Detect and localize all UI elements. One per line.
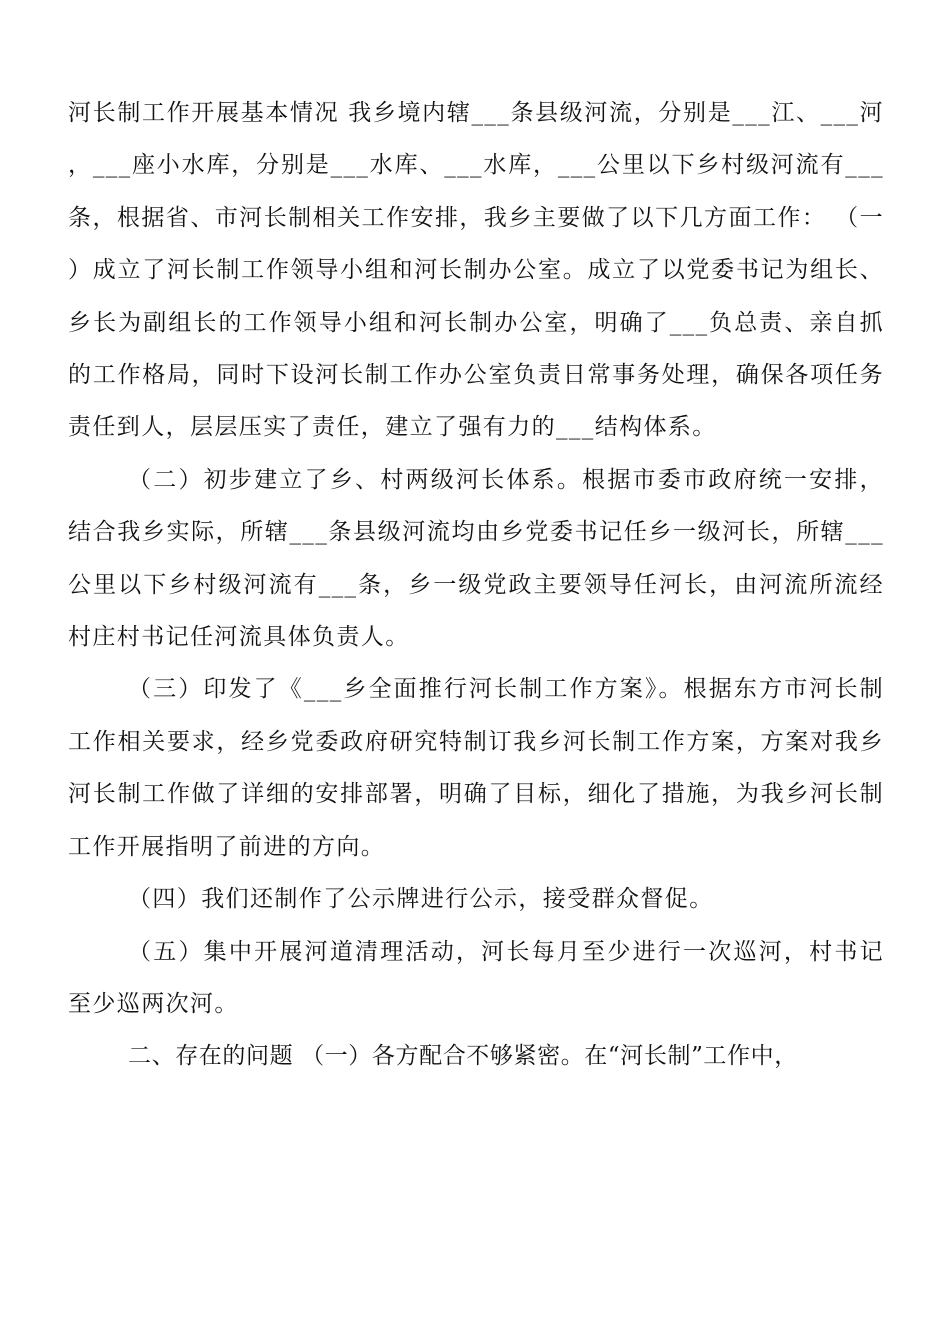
document-page <box>68 87 884 1083</box>
paragraph-public-notice: （四）我们还制作了公示牌进行公示，接受群众督促。 <box>128 886 714 913</box>
paragraph-existing-problems: 二、存在的问题 （一）各方配合不够紧密。在“河长制”工作中， <box>128 1043 798 1070</box>
paragraph-river-cleanup: （五）集中开展河道清理活动，河长每月至少进行一次巡河，村书记至少巡两次河。 <box>68 938 884 1017</box>
paragraph-basic-situation: 河长制工作开展基本情况 我乡境内辖___条县级河流，分别是___江、___河，___座小水库，分别是___水库、___水库，___公里以下乡村级河流有___条，根据省、市河长制相关工作安排，我乡主要做了以下几方面工作： （一）成立了河长制工作领导小组和河长制办公室。成立了以党委书记为组长、乡长为副组长的工作领导小组和河长制办公室，明确了___负总责、亲自抓的工作格局，同时下设河长制工作办公室负责日常事务处理，确保各项任务责任到人，层层压实了责任，建立了强有力的___结构体系。 <box>68 100 884 441</box>
paragraph-river-chief-system: （二）初步建立了乡、村两级河长体系。根据市委市政府统一安排，结合我乡实际，所辖___条县级河流均由乡党委书记任乡一级河长，所辖___公里以下乡村级河流有___条，乡一级党政主要领导任河长，由河流所流经村庄村书记任河流具体负责人。 <box>68 466 884 651</box>
paragraph-work-plan: （三）印发了《___乡全面推行河长制工作方案》。根据东方市河长制工作相关要求，经乡党委政府研究特制订我乡河长制工作方案，方案对我乡河长制工作做了详细的安排部署，明确了目标，细化了措施，为我乡河长制工作开展指明了前进的方向。 <box>68 676 884 860</box>
